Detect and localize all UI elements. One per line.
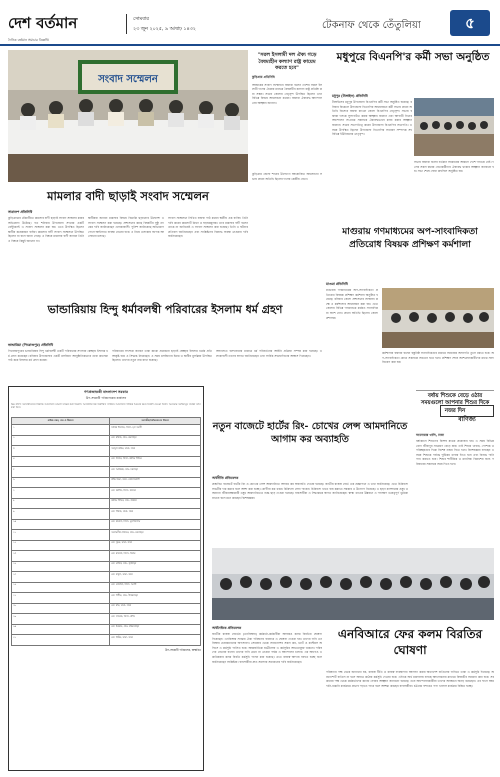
notice-cell-serial: ৯: [12, 509, 110, 520]
notice-cell-serial: ১০: [12, 519, 110, 530]
notice-cell-serial: ১৩: [12, 551, 110, 562]
notice-cell-name: মো: তারেক, পিতা- রশিদ: [110, 614, 201, 625]
notice-subheader: উপ-সহকারী পরিচালকের কার্যালয়: [85, 396, 127, 400]
notice-cell-serial: ৬: [12, 477, 110, 488]
monsoon-box: [412, 190, 494, 224]
notice-cell-serial: ১৯: [12, 614, 110, 625]
workshop-headline: মাগুরায় গণমাধ্যমের অপ-সাংবাদিকতা প্রতিরোধ বিষয়ক প্রশিক্ষণ কর্মশালা: [342, 227, 478, 250]
press-byline: সারাদেশ প্রতিনিধি: [8, 210, 33, 214]
notice-table-row: [12, 530, 201, 541]
press-headline: মামলার বাদী ছাড়াই সংবাদ সম্মেলন: [47, 189, 209, 203]
legal-notice: [8, 386, 204, 771]
notice-cell-name: মো: হাসান, পিতা- জসিম উদ্দিন: [110, 456, 201, 467]
banner-text: সংবাদ সম্মেলন: [98, 74, 158, 85]
commerce-label: বাণিজ্য: [458, 416, 476, 423]
notice-cell-name: মো: আজিজ, গ্রাম- চরপাড়া: [110, 467, 201, 478]
workshop-body-2: কর্মশালায় বক্তারা বলেন বস্তুনিষ্ঠ সাংবাদিকতার মাধ্যমে সমাজের অসংগতি তুলে ধরতে হবে। অপ-সাংবাদিকতা রোধে সকলকে সচেতন হতে হবে। প্রশিক্ষণ শেষে অংশগ্রহণকারীদের মাঝে সনদ বিতরণ করা হয়।: [382, 351, 494, 365]
notice-table-row: [12, 603, 201, 614]
notice-cell-name: রহিম মিয়া, থানা- কোতোয়ালী: [110, 477, 201, 488]
workshop-byline: মাগুরা প্রতিনিধি: [326, 282, 348, 286]
notice-table-row: [12, 614, 201, 625]
press-conference-photo: [8, 50, 248, 182]
notice-table-header-row: [12, 418, 201, 425]
quote-box: [252, 52, 322, 164]
pen-break-headline-box: [326, 626, 494, 666]
notice-col-name: ক্রমিক নম্বর, নাম ও ঠিকানা: [12, 418, 110, 425]
bnp-rally-photo: [414, 98, 494, 156]
religion-body-col3: আদালতে হলফনামার মাধ্যমে ধর্ম পরিবর্তনের আইনি প্রক্রিয়া সম্পন্ন করা হয়েছে। এলাকাবাসী তাদের স্বাগত জানিয়েছেন এবং সার্বিক সহযোগিতার আশ্বাস দিয়েছেন।: [216, 349, 322, 358]
workshop-body-1: মাগুরায় গণমাধ্যমের অপ-সাংবাদিকতা প্রতিরোধ বিষয়ক প্রশিক্ষণ কর্মশালা অনুষ্ঠিত হয়েছে। রবিবার জেলা প্রশাসনের সম্মেলন কক্ষে এ কর্মশালার আয়োজন করা হয়। এতে জেলার বিভিন্ন গণমাধ্যমে কর্মরত সাংবাদিকরা অংশ নেন। প্রধান অতিথি ছিলেন জেলা প্রশাসক।: [326, 288, 378, 320]
bnp-rally-body-2: সভায় বক্তারা বলেন বর্তমান সরকারের আমলে দেশে গণতন্ত্র নেই। দলের সকল স্তরের নেতাকর্মীদের ঐক্যবদ্ধ থাকার আহ্বান জানানো হয়। সভা শেষে দোয়া মাহফিল অনুষ্ঠিত হয়।: [414, 160, 494, 174]
monsoon-body: বর্ষাকালে শিশুদের বিশেষ যত্নের প্রয়োজন হয়। এ সময় বিভিন্ন রোগ জীবাণুর সংক্রমণ বেড়ে যায়। তাই শিশুর খাবার, পোশাক ও পরিচ্ছন্নতার দিকে বিশেষ নজর দিতে হবে। বিশেষজ্ঞরা বলছেন এ সময় শিশুকে পর্যাপ্ত পুষ্টিকর খাবার দিতে হবে এবং বিশুদ্ধ পানি পান করাতে হবে। শিশুর শারীরিক ও মানসিক বিকাশের জন্য পরিবারের সকলকে সময় দিতে হবে।: [416, 439, 494, 466]
notice-cell-name: মো: শাহীন, গ্রাম- উত্তরপাড়া: [110, 593, 201, 604]
notice-header: গণপ্রজাতন্ত্রী বাংলাদেশ সরকার: [84, 390, 128, 394]
notice-cell-serial: ৪: [12, 456, 110, 467]
notice-cell-serial: ১৭: [12, 593, 110, 604]
press-headline-box: [8, 186, 248, 206]
notice-cell-serial: ১৮: [12, 603, 110, 614]
notice-col-details: আসামীর/অভিযোগের বিবরণ: [110, 418, 201, 425]
budget-headline-box: [212, 420, 408, 472]
notice-cell-name: মো: রনি, থানা- সদর: [110, 603, 201, 614]
section-title: টেকনাফ থেকে তেঁতুলিয়া: [322, 20, 421, 31]
religion-body-col1: পিরোজপুরের ভান্ডারিয়ায় হিন্দু ধর্মাবলম্বী একটি পরিবারের সদস্যরা স্বেচ্ছায় ইসলাম ধর্ম গ্রহণ করেছেন। রবিবার উপজেলার একটি মসজিদে আনুষ্ঠানিকভাবে তারা কালেমা পাঠ করে ইসলাম ধর্ম গ্রহণ করেন।: [8, 349, 108, 363]
notice-table-row: [12, 572, 201, 583]
notice-cell-serial: ১৬: [12, 582, 110, 593]
notice-cell-name: মো: মিজান, গ্রাম- দক্ষিণপাড়া: [110, 624, 201, 635]
notice-cell-serial: ১: [12, 425, 110, 436]
notice-cell-serial: ৫: [12, 467, 110, 478]
bnp-rally-headline-text: মধুপুরে বিএনপি'র কর্মী সভা অনুষ্ঠিত: [336, 51, 490, 63]
notice-table-row: [12, 551, 201, 562]
notice-table-row: [12, 477, 201, 488]
issue-day: সোমবার: [133, 17, 149, 22]
notice-table: [11, 417, 201, 646]
notice-table-row: [12, 435, 201, 446]
masthead-logo: [8, 12, 126, 42]
notice-cell-name: মো: জাহিদ, পিতা- কাদের: [110, 488, 201, 499]
religion-headline-box: [8, 300, 322, 340]
notice-table-row: [12, 446, 201, 457]
notice-table-row: [12, 561, 201, 572]
notice-cell-name: মো: কামাল, পিতা- নুর ইসলাম: [110, 519, 201, 530]
pen-break-headline: এনবিআরে ফের কলম বিরতির ঘোষণা: [337, 627, 483, 657]
notice-cell-serial: ১২: [12, 540, 110, 551]
issue-date-text: ২৩ জুন ২০২৫, ৯ আষাঢ় ১৪৩২: [133, 27, 196, 32]
notice-cell-name: মো: সুমন, থানা- সদর: [110, 540, 201, 551]
notice-cell-serial: ৭: [12, 488, 110, 499]
notice-cell-serial: ৩: [12, 446, 110, 457]
bnp-rally-byline: মধুপুর (টাঙ্গাইল) প্রতিনিধি: [332, 94, 368, 98]
notice-cell-serial: ৮: [12, 498, 110, 509]
quote-body: আজকের সংবাদ সম্মেলনে বক্তারা বলেন দেশের সকল ইসলামী দলের ঐক্যের মাধ্যমে বৈষম্যহীন কল্যাণ রাষ্ট্র প্রতিষ্ঠা করা সম্ভব। সভায় জেলার নেতৃবৃন্দ উপস্থিত ছিলেন এবং বিভিন্ন বিষয়ে আলোচনা করেন। বক্তারা ঐক্যবদ্ধ আন্দোলনের আহ্বান জানান।: [252, 82, 322, 105]
pen-break-body-2: পরিষদের পক্ষ থেকে জানানো হয়, রাজস্ব নীতি ও রাজস্ব ব্যবস্থাপনা আলাদা করার অধ্যাদেশ বাতিলের দাবিতে তারা এ কর্মসূচি দিয়েছে। অধ্যাদেশটি বাতিল না হলে আরও কঠোর কর্মসূচি দেওয়া হবে। এদিকে অর্থ মন্ত্রণালয় বলছে আলোচনার মাধ্যমে বিষয়টির সমাধান করা হবে। সরকারের পক্ষ থেকে কর্মকর্তাদের কাজে ফেরার আহ্বান জানানো হয়েছে। তবে আন্দোলনকারীরা তাদের অবস্থানে অনড় রয়েছেন। এর ফলে আমদানি-রপ্তানি কার্যক্রমে প্রভাব পড়তে পারে বলে আশঙ্কা করছেন ব্যবসায়ীরা। চট্টগ্রাম বন্দরেও পণ্য খালাস কার্যক্রম বিঘ্নিত হচ্ছে।: [326, 670, 494, 688]
notice-cell-name: মো: নাসির, গ্রাম- পূর্বপাড়া: [110, 561, 201, 572]
notice-cell-name: মো: শফিক, থানা- সদর: [110, 509, 201, 520]
notice-cell-name: মো: সোহেল, পিতা- আলী: [110, 582, 201, 593]
press-body-col1: কুড়িগ্রামের রৌমারীতে মামলার বাদী ছাড়াই সংবাদ সম্মেলন করার অভিযোগ উঠেছে। গত শনিবার উপজেলা সদরের একটি রেস্টুরেন্টে এ সংবাদ সম্মেলন করা হয়। এতে উপস্থিত ছিলেন স্থানীয় কয়েকজন ব্যক্তি। মামলার বাদী সংবাদ সম্মেলনে উপস্থিত ছিলেন না বলে জানা গেছে। এ বিষয়ে মামলার বাদী জানান তিনি এ বিষয়ে কিছুই জানেন না।: [8, 216, 84, 243]
notice-table-row: [12, 488, 201, 499]
notice-cell-name: মো: বাবুল, থানা- সদর: [110, 572, 201, 583]
monsoon-byline: আনোয়ার খালি, ঢাকা: [416, 433, 444, 437]
bnp-rally-body: টাঙ্গাইলের মধুপুর উপজেলা বিএনপির কর্মী সভা অনুষ্ঠিত হয়েছে। রবিবার বিকেলে উপজেলা বিএনপির আয়োজনে কর্মী সভায় প্রধান অতিথি হিসেবে বক্তব্য রাখেন জেলা বিএনপির নেতৃবৃন্দ। সভায় বক্তারা দলকে সুসংগঠিত করার আহ্বান জানান এবং আগামী দিনের আন্দোলন সংগ্রামে সকলকে ঐক্যবদ্ধভাবে কাজ করার আহ্বান জানান। সভায় সভাপতিত্ব করেন উপজেলা বিএনপির সভাপতি। এ সময় উপস্থিত ছিলেন উপজেলা বিএনপির সাধারণ সম্পাদক সহ বিভিন্ন ইউনিয়নের নেতৃবৃন্দ।: [332, 100, 412, 137]
notice-table-row: [12, 635, 201, 646]
notice-table-row: [12, 519, 201, 530]
notice-cell-name: আলমগীর হোসেন, গ্রাম- মধ্যপাড়া: [110, 530, 201, 541]
notice-table-row: [12, 456, 201, 467]
notice-table-row: [12, 540, 201, 551]
religion-body-col2: পরিবারের সদস্যরা জানান তারা কারো প্ররোচনা ছাড়াই স্বেচ্ছায় ইসলাম ধর্মের প্রতি আকৃষ্ট হয়ে এ সিদ্ধান্ত নিয়েছেন। এ সময় মসজিদের ইমাম ও স্থানীয় মুসল্লিরা উপস্থিত ছিলেন। তাদের নতুন নাম রাখা হয়েছে।: [112, 349, 212, 363]
notice-cell-serial: ১৪: [12, 561, 110, 572]
quote-body-2: কুড়িগ্রাম জেলা শাখার উদ্যোগে আয়োজিত আলোচনা সভায় প্রধান অতিথি ছিলেন দলের কেন্দ্রীয় নেতা।: [252, 172, 322, 181]
commerce-label-box: [440, 405, 494, 423]
masthead-divider: [126, 14, 127, 34]
notice-cell-serial: ১৫: [12, 572, 110, 583]
notice-intro: নিম্ন বর্ণিত আসামীগণের বিরুদ্ধে আদালতে মামলা দায়ের করা হয়েছে। আসামীগণকে নির্ধারিত তারিখে আদালতে হাজির হওয়ার জন্য নির্দেশ দেওয়া হলো। অন্যথায় আইনানুগ ব্যবস্থা গ্রহণ করা হবে।: [11, 403, 201, 410]
notice-cell-name: মো: রাসেল, পিতা- হারুন: [110, 551, 201, 562]
notice-cell-serial: ২: [12, 435, 110, 446]
religion-byline: ভান্ডারিয়া (পিরোজপুর) প্রতিনিধি: [8, 343, 54, 347]
notice-table-row: [12, 467, 201, 478]
notice-cell-name: সাকিব ইসলাম, পিতা- মৃত আলী: [110, 425, 201, 436]
notice-cell-serial: ২১: [12, 635, 110, 646]
logo-text: দেশ বর্তমান: [8, 14, 78, 32]
page-number-badge: [450, 10, 490, 36]
pen-break-byline: অর্থনৈতিক প্রতিবেদক: [212, 626, 242, 630]
bnp-rally-headline: [332, 50, 494, 64]
press-body-col3: সংবাদ সম্মেলনে লিখিত বক্তব্য পাঠ করেন স্থানীয় এক ব্যক্তি। তিনি দাবি করেন মামলাটি মিথ্যা ও ষড়যন্ত্রমূলক। তবে মামলার বাদী বলেন তাকে না জানিয়েই এ সংবাদ সম্মেলন করা হয়েছে। তিনি এ ঘটনার প্রতিবাদ জানিয়েছেন এবং সংশ্লিষ্টদের বিরুদ্ধে ব্যবস্থা নেওয়ার দাবি জানিয়েছেন।: [168, 216, 248, 239]
pen-break-body-1: জাতীয় রাজস্ব বোর্ডের (এনবিআর) কর্মকর্তা-কর্মচারীরা আবারও কলম বিরতির ঘোষণা দিয়েছেন। এনবিআর সংস্কার ঐক্য পরিষদের ব্যানারে এ ঘোষণা দেওয়া হয়। তাদের দাবি এনবিআর চেয়ারম্যানের অপসারণ। সোমবার থেকে সারাদেশের সকল কর, ভ্যাট ও কাস্টমস অফিসে এ কর্মসূচি পালিত হবে। আন্তর্জাতিক যাত্রীসেবা এ কর্মসূচির আওতামুক্ত থাকবে। পরিষদের নেতারা বলেন তাদের দাবি মেনে না নেওয়া পর্যন্ত এ আন্দোলন চলবে। এর আগেও একাধিকবার কলম বিরতি কর্মসূচি পালন করা হয়েছে। এতে রাজস্ব আদায় ব্যাহত হচ্ছে বলে জানিয়েছেন সংশ্লিষ্টরা। ব্যবসায়ীরা দ্রুত সমস্যার সমাধানের দাবি জানিয়েছেন।: [212, 632, 322, 664]
notice-cell-name: জসিম উদ্দিন, গ্রাম- বাজার: [110, 498, 201, 509]
religion-headline: ভান্ডারিয়ায় হিন্দু ধর্মাবলম্বী পরিবারের ইসলাম ধর্ম গ্রহণ: [47, 303, 283, 316]
notice-table-row: [12, 425, 201, 436]
issue-date: [133, 16, 196, 34]
masthead-rule: [0, 44, 500, 46]
workshop-photo: [382, 288, 494, 348]
page-number: ৫: [465, 14, 475, 32]
notice-cell-serial: ১১: [12, 530, 110, 541]
notice-cell-name: আব্দুল করিম, থানা- সদর: [110, 446, 201, 457]
notice-table-row: [12, 509, 201, 520]
masthead: [0, 0, 500, 46]
notice-signature: উপ-সহকারী পরিচালক, স্বাক্ষরিত: [165, 647, 201, 652]
notice-cell-serial: ২০: [12, 624, 110, 635]
monsoon-headline: বর্ষায় শিশুকে বেড়ে ওঠার সময়গুলো আপনার শিশুর দিকে নজর দিন: [420, 393, 490, 414]
notice-table-row: [12, 582, 201, 593]
budget-body: প্রস্তাবিত বাজেটে হার্টের রিং ও চোখের লেন্স আমদানিতে আগাম কর অব্যাহতি দেওয়া হয়েছে। জাতীয় রাজস্ব বোর্ড এক প্রজ্ঞাপনে এ তথ্য জানিয়েছে। এতে চিকিৎসা সামগ্রীর দাম কমবে বলে আশা করা হচ্ছে। রোগীরা কম খরচে চিকিৎসা সেবা পাবেন। চিকিৎসা খাতে ব্যয় কমাতে সরকার এ উদ্যোগ নিয়েছে। এ ছাড়া ক্যান্সারের ওষুধ ও অন্যান্য জীবনরক্ষাকারী ওষুধ আমদানিতেও শুল্ক ছাড় দেওয়া হয়েছে। ব্যবসায়ীরা এ সিদ্ধান্তকে স্বাগত জানিয়েছেন। স্বাস্থ্য খাতের উন্নয়নে এ পদক্ষেপ গুরুত্বপূর্ণ ভূমিকা রাখবে বলে মনে করছেন বিশেষজ্ঞরা।: [212, 482, 408, 500]
nbr-photo: [212, 548, 494, 620]
logo-tagline: দৈনিক বর্তমান সমাচার বিজ্ঞপ্তি: [8, 38, 49, 42]
workshop-headline-box: [326, 226, 494, 278]
budget-byline: অর্থনীতি প্রতিবেদক: [212, 476, 239, 480]
notice-table-row: [12, 624, 201, 635]
notice-table-row: [12, 593, 201, 604]
press-body-col2: স্থানীয়রা জানান মামলার বিষয়ে বিভ্রান্তি ছড়ানোর উদ্দেশ্যে এ সংবাদ সম্মেলন করা হয়েছে। প্রশাসনের কাছে বিষয়টির সুষ্ঠু তদন্তের দাবি জানিয়েছেন এলাকাবাসী। পুলিশ জানিয়েছে অভিযোগ পেলে আইনগত ব্যবস্থা নেওয়া হবে। এ নিয়ে এলাকায় ব্যাপক আলোচনা চলছে।: [88, 216, 164, 239]
quote-byline: কুড়িগ্রাম প্রতিনিধি: [252, 74, 275, 79]
notice-cell-name: মো: রফিক, গ্রাম- নয়াপাড়া: [110, 435, 201, 446]
notice-table-row: [12, 498, 201, 509]
quote-text: "সরল ইসলামী দল ঐক্য গড়ে বৈষম্যহীন কল্যাণ রাষ্ট্র কায়েম করতে হবে": [257, 52, 317, 71]
budget-headline: নতুন বাজেটে হার্টের রিং- চোখের লেন্স আমদানিতে আগাম কর অব্যাহতি: [212, 421, 408, 445]
notice-cell-name: মো: লিটন, থানা- সদর: [110, 635, 201, 646]
